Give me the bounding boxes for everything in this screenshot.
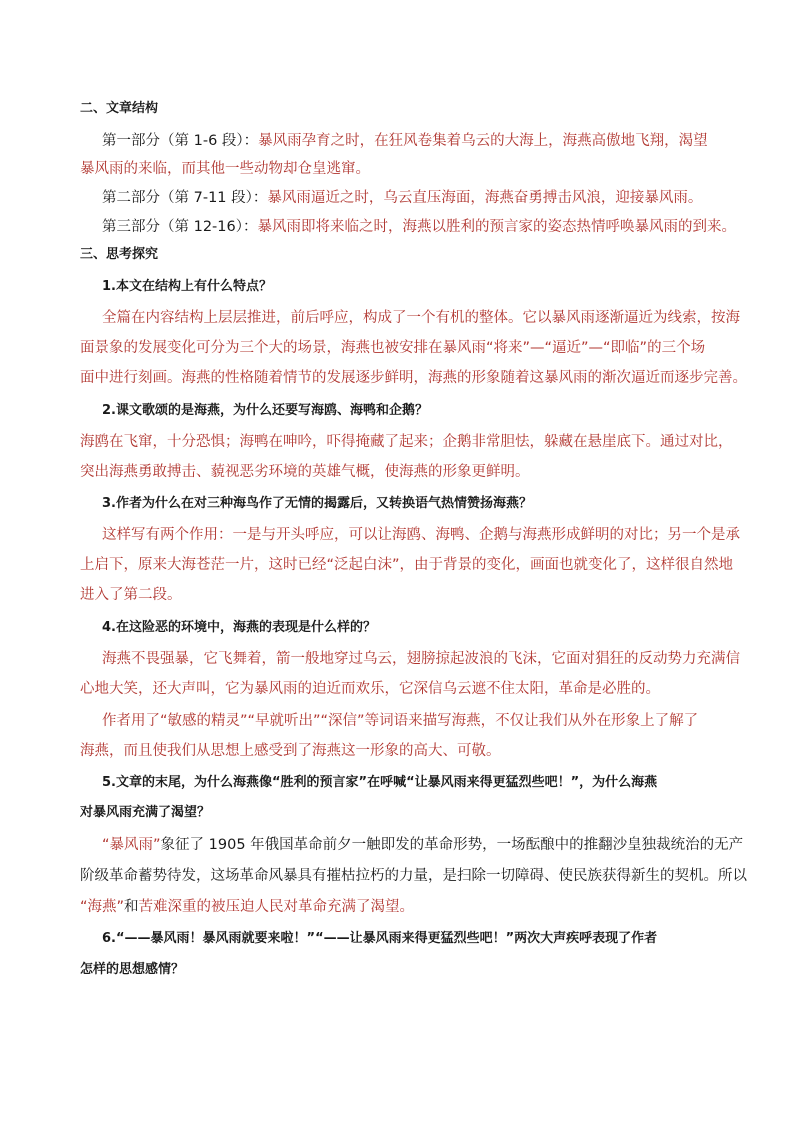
- section-heading-thinking: 三、思考探究: [80, 247, 159, 262]
- question-1: 1.本文在结构上有什么特点？: [102, 279, 272, 294]
- question-4: 4.在这险恶的环境中，海燕的表现是什么样的？: [102, 620, 376, 635]
- answer-3-line1: 这样写有两个作用：一是与开头呼应，可以让海鸥、海鸭、企鹅与海燕形成鲜明的对比；另一个是承: [102, 527, 740, 543]
- part2-paragraph: [102, 189, 702, 207]
- part3-paragraph: [102, 218, 736, 236]
- answer-4-line4: 海燕，而且使我们从思想上感受到了海燕这一形象的高大、可敬。: [80, 743, 501, 759]
- answer-2-line2: 突出海燕勇敢搏击、藐视恶劣环境的英雄气概，使海燕的形象更鲜明。: [80, 464, 530, 480]
- answer-5-line3: [80, 898, 414, 916]
- answer-3-line2: 上启下，原来大海苍茫一片，这时已经“泛起白沫”，由于背景的变化，画面也就变化了，这样很自然地: [80, 557, 734, 573]
- answer-1-line3: 面中进行刻画。海燕的性格随着情节的发展逐步鲜明，海燕的形象随着这暴风雨的渐次逼近而逐步完善。: [80, 370, 747, 386]
- part1-text-line2: 暴风雨的来临，而其他一些动物却仓皇逃窜。: [80, 161, 370, 177]
- answer-1-line1: 全篇在内容结构上层层推进，前后呼应，构成了一个有机的整体。它以暴风雨逐渐逼近为线索，按海: [102, 310, 740, 326]
- question-6-line1: 6.“——暴风雨！暴风雨就要来啦！”“——让暴风雨来得更猛烈些吧！”两次大声疾呼表现了作者: [102, 931, 658, 946]
- part1-text-line1: 暴风雨孕育之时，在狂风卷集着乌云的大海上，海燕高傲地飞翔，渴望: [258, 133, 708, 149]
- answer-5-line1-text: 象征了 1905 年俄国革命前夕一触即发的革命形势，一场酝酿中的推翻沙皇独裁统治的无产: [160, 837, 744, 853]
- answer-5-line3-text: 苦难深重的被压迫人民对革命充满了渴望。: [138, 899, 415, 915]
- question-5-line1: 5.文章的末尾，为什么海燕像“胜利的预言家”在呼喊“让暴风雨来得更猛烈些吧！”，为什么海燕: [102, 775, 658, 790]
- section-heading-structure: 二、文章结构: [80, 101, 159, 116]
- answer-4-line2: 心地大笑，还大声叫，它为暴风雨的迫近而欢乐，它深信乌云遮不住太阳，革命是必胜的。: [80, 681, 660, 697]
- part2-text: 暴风雨逼近之时，乌云直压海面，海燕奋勇搏击风浪，迎接暴风雨。: [267, 190, 703, 206]
- answer-4-line1: 海燕不畏强暴，它飞舞着，箭一般地穿过乌云，翅膀掠起波浪的飞沫，它面对猖狂的反动势力充满信: [102, 651, 740, 667]
- answer-5-line1: [102, 836, 743, 854]
- part3-label: 第三部分（第 12-16）：: [102, 219, 258, 235]
- answer-5-line2: 阶级革命蓄势待发，这场革命风暴具有摧枯拉朽的力量，是扫除一切障碍、使民族获得新生的契机。所以: [80, 868, 747, 884]
- answer-5-petrel-term: “海燕”: [80, 899, 125, 915]
- answer-2-line1: 海鸥在飞窜，十分恐惧；海鸭在呻吟，吓得掩藏了起来；企鹅非常胆怯，躲藏在悬崖底下。通过对比，: [80, 434, 733, 450]
- question-6-line2: 怎样的思想感情？: [80, 962, 185, 977]
- part1-label: 第一部分（第 1-6 段）：: [102, 133, 259, 149]
- part2-label: 第二部分（第 7-11 段）：: [102, 190, 268, 206]
- question-3: 3.作者为什么在对三种海鸟作了无情的揭露后，又转换语气热情赞扬海燕？: [102, 496, 532, 511]
- answer-4-line3: 作者用了“敏感的精灵”“早就听出”“深信”等词语来描写海燕，不仅让我们从外在形象上了解了: [102, 713, 699, 729]
- answer-5-and: 和: [124, 899, 139, 915]
- answer-5-storm-term: “暴风雨”: [102, 837, 161, 853]
- part3-text: 暴风雨即将来临之时，海燕以胜利的预言家的姿态热情呼唤暴风雨的到来。: [257, 219, 736, 235]
- question-5-line2: 对暴风雨充满了渴望？: [80, 805, 211, 820]
- question-2: 2.课文歌颂的是海燕，为什么还要写海鸥、海鸭和企鹅？: [102, 403, 428, 418]
- answer-3-line3: 进入了第二段。: [80, 587, 182, 603]
- answer-1-line2: 面景象的发展变化可分为三个大的场景，海燕也被安排在暴风雨“将来”—“逼近”—“即临”的三个场: [80, 340, 706, 356]
- part1-paragraph-line1: [102, 132, 708, 150]
